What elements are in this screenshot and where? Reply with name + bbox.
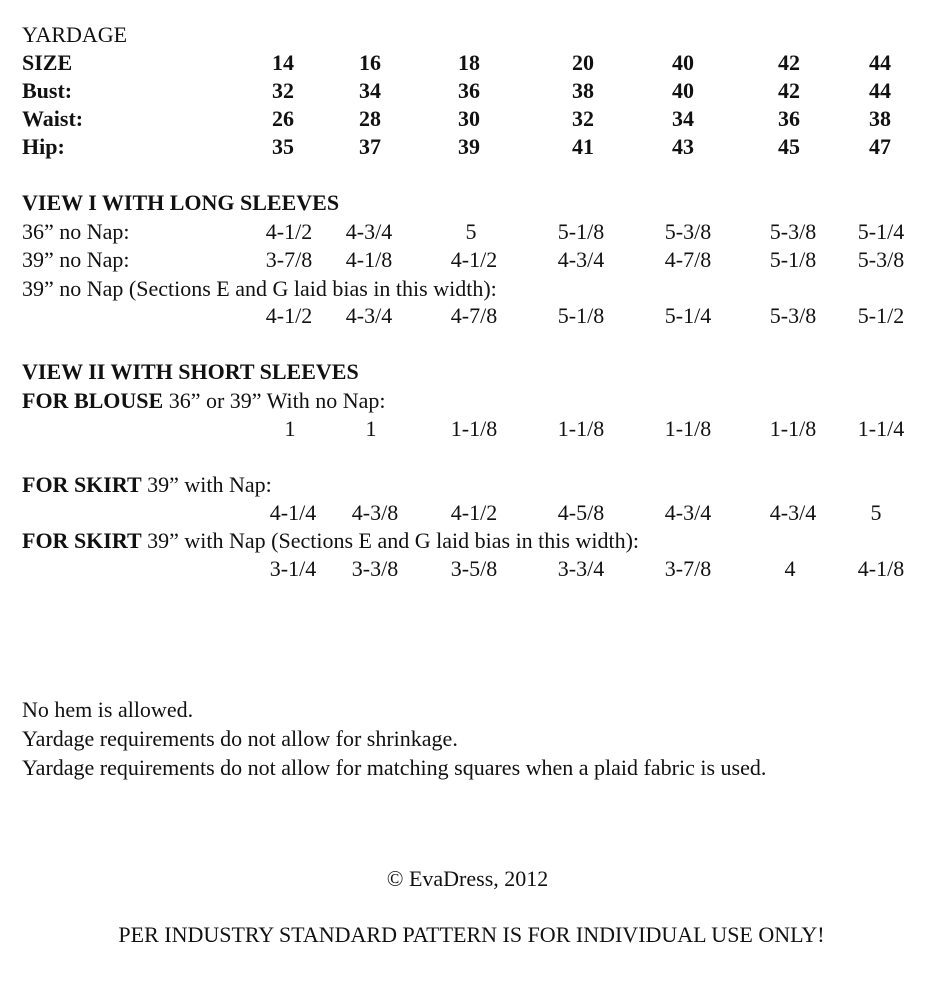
table-cell: 5-1/8 xyxy=(557,303,605,328)
table-cell: 4-1/4 xyxy=(269,500,317,525)
table-cell: 3-1/4 xyxy=(269,556,317,581)
table-cell: 34 xyxy=(359,78,381,103)
table-cell: 4-3/4 xyxy=(769,500,817,525)
table-cell: 44 xyxy=(869,50,891,75)
table-cell: 44 xyxy=(869,78,891,103)
table-cell: 39 xyxy=(458,134,480,159)
table-cell: 32 xyxy=(572,106,594,131)
note-no-hem: No hem is allowed. xyxy=(22,697,194,722)
table-cell: 32 xyxy=(272,78,294,103)
table-cell: 5-1/2 xyxy=(857,303,905,328)
note-shrinkage: Yardage requirements do not allow for shrinkage. xyxy=(22,726,458,751)
skirt-bias-label-bold: FOR SKIRT xyxy=(22,528,142,553)
row-label: Bust: xyxy=(22,78,73,103)
table-cell: 3-7/8 xyxy=(664,556,712,581)
table-cell: 4-7/8 xyxy=(450,303,498,328)
table-cell: 38 xyxy=(572,78,594,103)
table-cell: 40 xyxy=(672,50,694,75)
table-cell: 16 xyxy=(359,50,381,75)
table-cell: 5-1/8 xyxy=(557,219,605,244)
size-row xyxy=(0,49,935,77)
blouse-label-text: 36” or 39” With no Nap: xyxy=(163,388,386,413)
table-cell: 3-5/8 xyxy=(450,556,498,581)
copyright: © EvaDress, 2012 xyxy=(386,866,549,891)
row-label: Waist: xyxy=(22,106,84,131)
skirt-bias-label-text: 39” with Nap (Sections E and G laid bias in this width): xyxy=(141,528,640,553)
row-label: 36” no Nap: xyxy=(22,219,130,244)
skirt-nap-label-text: 39” with Nap: xyxy=(141,472,272,497)
table-cell: 5-1/8 xyxy=(769,247,817,272)
table-cell: 4-3/4 xyxy=(664,500,712,525)
view1-bias-row xyxy=(0,302,935,330)
table-cell: 5-3/8 xyxy=(857,247,905,272)
table-cell: 3-7/8 xyxy=(265,247,313,272)
row-label: Hip: xyxy=(22,134,65,159)
table-cell: 4-3/4 xyxy=(345,219,393,244)
row-label: 39” no Nap: xyxy=(22,247,130,272)
blouse-row xyxy=(0,415,935,443)
table-cell: 4-1/2 xyxy=(265,219,313,244)
table-cell: 4-5/8 xyxy=(557,500,605,525)
table-cell: 14 xyxy=(272,50,294,75)
table-cell: 4-1/8 xyxy=(857,556,905,581)
table-cell: 5-3/8 xyxy=(769,219,817,244)
view1-39-no-nap-row xyxy=(0,246,935,274)
table-cell: 28 xyxy=(359,106,381,131)
table-cell: 4-3/4 xyxy=(557,247,605,272)
table-cell: 4-1/8 xyxy=(345,247,393,272)
table-cell: 1-1/8 xyxy=(664,416,712,441)
skirt-nap-label xyxy=(22,472,272,498)
table-cell: 4-1/2 xyxy=(450,500,498,525)
view2-title: VIEW II WITH SHORT SLEEVES xyxy=(22,359,359,384)
table-cell: 5-3/8 xyxy=(769,303,817,328)
row-label: SIZE xyxy=(22,50,73,75)
skirt-nap-label-bold: FOR SKIRT xyxy=(22,472,142,497)
table-cell: 4-1/2 xyxy=(265,303,313,328)
table-cell: 37 xyxy=(359,134,381,159)
hip-row xyxy=(0,133,935,161)
table-cell: 35 xyxy=(272,134,294,159)
table-cell: 42 xyxy=(778,78,800,103)
table-cell: 41 xyxy=(572,134,594,159)
waist-row xyxy=(0,105,935,133)
table-cell: 20 xyxy=(572,50,594,75)
table-cell: 38 xyxy=(869,106,891,131)
table-cell: 4-7/8 xyxy=(664,247,712,272)
table-cell: 26 xyxy=(272,106,294,131)
table-cell: 5 xyxy=(870,500,882,525)
table-cell: 5-1/4 xyxy=(664,303,712,328)
table-cell: 5-1/4 xyxy=(857,219,905,244)
yardage-heading: YARDAGE xyxy=(22,22,128,47)
table-cell: 43 xyxy=(672,134,694,159)
table-cell: 5-3/8 xyxy=(664,219,712,244)
table-cell: 34 xyxy=(672,106,694,131)
table-cell: 47 xyxy=(869,134,891,159)
table-cell: 1-1/8 xyxy=(557,416,605,441)
view1-36-no-nap-row xyxy=(0,218,935,246)
table-cell: 42 xyxy=(778,50,800,75)
table-cell: 5 xyxy=(465,219,477,244)
note-plaid: Yardage requirements do not allow for matching squares when a plaid fabric is used. xyxy=(22,755,767,780)
table-cell: 3-3/8 xyxy=(351,556,399,581)
blouse-label xyxy=(22,388,386,414)
table-cell: 1-1/8 xyxy=(450,416,498,441)
table-cell: 40 xyxy=(672,78,694,103)
view1-title: VIEW I WITH LONG SLEEVES xyxy=(22,190,340,215)
view1-bias-label: 39” no Nap (Sections E and G laid bias in this width): xyxy=(22,276,497,301)
skirt-nap-row xyxy=(0,499,935,527)
table-cell: 4-3/4 xyxy=(345,303,393,328)
table-cell: 4 xyxy=(784,556,796,581)
usage-notice: PER INDUSTRY STANDARD PATTERN IS FOR INDIVIDUAL USE ONLY! xyxy=(118,922,825,947)
table-cell: 1 xyxy=(284,416,296,441)
table-cell: 36 xyxy=(458,78,480,103)
table-cell: 4-3/8 xyxy=(351,500,399,525)
table-cell: 18 xyxy=(458,50,480,75)
table-cell: 1-1/8 xyxy=(769,416,817,441)
table-cell: 1 xyxy=(365,416,377,441)
table-cell: 1-1/4 xyxy=(857,416,905,441)
table-cell: 4-1/2 xyxy=(450,247,498,272)
bust-row xyxy=(0,77,935,105)
skirt-bias-label xyxy=(22,528,639,554)
table-cell: 36 xyxy=(778,106,800,131)
skirt-bias-row xyxy=(0,555,935,583)
table-cell: 3-3/4 xyxy=(557,556,605,581)
table-cell: 45 xyxy=(778,134,800,159)
blouse-label-bold: FOR BLOUSE xyxy=(22,388,164,413)
table-cell: 30 xyxy=(458,106,480,131)
